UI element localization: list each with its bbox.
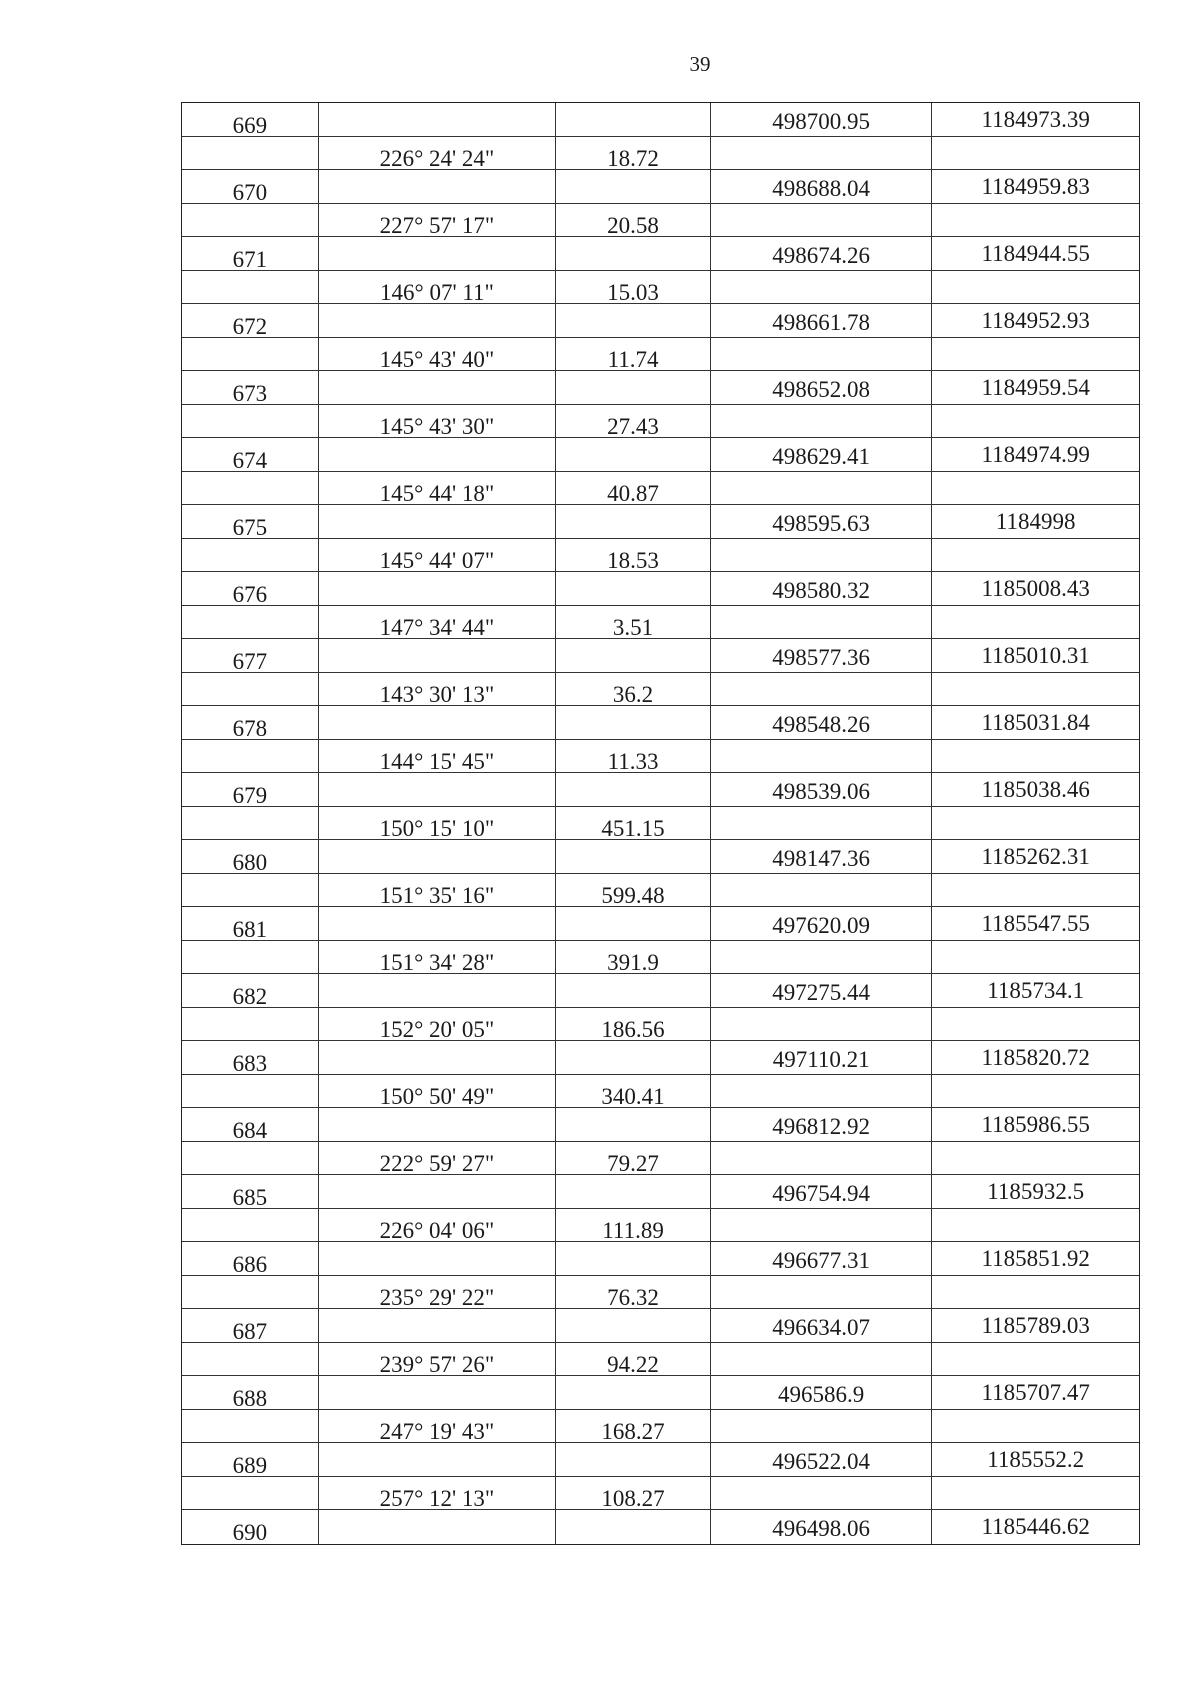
table-row — [182, 1041, 1139, 1075]
empty-cell — [932, 1477, 1139, 1510]
distance-cell: 94.22 — [556, 1343, 711, 1376]
empty-cell — [932, 1142, 1139, 1175]
empty-cell — [182, 472, 319, 505]
empty-cell — [932, 338, 1139, 371]
bearing-cell: 235° 29' 22" — [319, 1276, 557, 1309]
empty-cell — [182, 405, 319, 438]
north-coordinate-cell: 498595.63 — [711, 505, 933, 538]
table-row — [182, 1343, 1139, 1377]
distance-cell: 20.58 — [556, 204, 711, 237]
bearing-cell: 150° 50' 49" — [319, 1075, 557, 1108]
empty-cell — [319, 1175, 557, 1208]
empty-cell — [932, 673, 1139, 706]
empty-cell — [319, 1108, 557, 1141]
station-cell: 686 — [182, 1242, 319, 1275]
station-cell: 681 — [182, 907, 319, 940]
empty-cell — [711, 673, 933, 706]
empty-cell — [182, 606, 319, 639]
station-cell: 674 — [182, 438, 319, 471]
east-coordinate-cell: 1184973.39 — [981, 107, 1090, 132]
empty-cell — [319, 706, 557, 739]
table-row — [182, 137, 1139, 171]
empty-cell — [556, 1108, 711, 1141]
empty-cell — [182, 271, 319, 304]
table-row — [182, 1443, 1139, 1477]
empty-cell — [932, 740, 1139, 773]
table-row — [182, 1075, 1139, 1109]
bearing-cell: 145° 44' 18" — [319, 472, 557, 505]
table-row — [182, 773, 1139, 807]
empty-cell — [932, 539, 1139, 572]
empty-cell — [319, 840, 557, 873]
east-coordinate-cell: 1184959.83 — [981, 174, 1090, 199]
empty-cell — [182, 1008, 319, 1041]
empty-cell — [711, 405, 933, 438]
empty-cell — [556, 840, 711, 873]
distance-cell: 11.33 — [556, 740, 711, 773]
distance-cell: 451.15 — [556, 807, 711, 840]
empty-cell — [932, 271, 1139, 304]
empty-cell — [932, 1410, 1139, 1443]
empty-cell — [711, 1075, 933, 1108]
empty-cell — [319, 907, 557, 940]
empty-cell — [319, 1041, 557, 1074]
empty-cell — [711, 1276, 933, 1309]
north-coordinate-cell: 496812.92 — [711, 1108, 933, 1141]
table-row — [182, 1309, 1139, 1343]
table-row — [182, 371, 1139, 405]
empty-cell — [932, 1008, 1139, 1041]
distance-cell: 15.03 — [556, 271, 711, 304]
north-coordinate-cell: 496586.9 — [711, 1376, 933, 1409]
empty-cell — [319, 505, 557, 538]
empty-cell — [182, 1276, 319, 1309]
empty-cell — [319, 237, 557, 270]
east-coordinate-cell: 1185932.5 — [987, 1179, 1085, 1204]
east-coordinate-cell: 1185008.43 — [981, 576, 1090, 601]
north-coordinate-cell: 498580.32 — [711, 572, 933, 605]
empty-cell — [556, 639, 711, 672]
table-row — [182, 840, 1139, 874]
north-coordinate-cell: 496522.04 — [711, 1443, 933, 1476]
north-coordinate-cell: 496634.07 — [711, 1309, 933, 1342]
table-row — [182, 1242, 1139, 1276]
bearing-cell: 145° 44' 07" — [319, 539, 557, 572]
bearing-cell: 247° 19' 43" — [319, 1410, 557, 1443]
distance-cell: 79.27 — [556, 1142, 711, 1175]
station-cell: 682 — [182, 974, 319, 1007]
table-row — [182, 1175, 1139, 1209]
east-coordinate-cell: 1185038.46 — [981, 777, 1090, 802]
north-coordinate-cell: 498539.06 — [711, 773, 933, 806]
distance-cell: 186.56 — [556, 1008, 711, 1041]
east-coordinate-cell: 1185262.31 — [981, 844, 1090, 869]
table-row — [182, 673, 1139, 707]
distance-cell: 11.74 — [556, 338, 711, 371]
north-coordinate-cell: 498700.95 — [711, 103, 933, 136]
east-coordinate-cell: 1185031.84 — [981, 710, 1090, 735]
empty-cell — [932, 1276, 1139, 1309]
distance-cell: 599.48 — [556, 874, 711, 907]
empty-cell — [319, 974, 557, 1007]
north-coordinate-cell: 497110.21 — [711, 1041, 933, 1074]
empty-cell — [932, 1209, 1139, 1242]
north-coordinate-cell: 498674.26 — [711, 237, 933, 270]
empty-cell — [556, 237, 711, 270]
empty-cell — [556, 304, 711, 337]
empty-cell — [932, 204, 1139, 237]
empty-cell — [182, 1343, 319, 1376]
table-row — [182, 1276, 1139, 1310]
empty-cell — [556, 773, 711, 806]
empty-cell — [556, 505, 711, 538]
east-coordinate-cell: 1184959.54 — [981, 375, 1090, 400]
page-number: 39 — [689, 52, 711, 76]
table-row — [182, 706, 1139, 740]
empty-cell — [711, 204, 933, 237]
empty-cell — [556, 1175, 711, 1208]
table-row — [182, 472, 1139, 506]
station-cell: 679 — [182, 773, 319, 806]
north-coordinate-cell: 498548.26 — [711, 706, 933, 739]
east-coordinate-cell: 1184998 — [995, 509, 1076, 534]
empty-cell — [319, 103, 557, 136]
bearing-cell: 151° 34' 28" — [319, 941, 557, 974]
empty-cell — [711, 1142, 933, 1175]
empty-cell — [711, 137, 933, 170]
empty-cell — [556, 706, 711, 739]
table-row — [182, 1376, 1139, 1410]
empty-cell — [182, 204, 319, 237]
bearing-cell: 239° 57' 26" — [319, 1343, 557, 1376]
empty-cell — [932, 137, 1139, 170]
empty-cell — [556, 103, 711, 136]
table-row — [182, 572, 1139, 606]
east-coordinate-cell: 1185552.2 — [987, 1447, 1085, 1472]
empty-cell — [319, 639, 557, 672]
empty-cell — [182, 137, 319, 170]
table-row — [182, 539, 1139, 573]
empty-cell — [711, 1343, 933, 1376]
table-row — [182, 941, 1139, 975]
station-cell: 671 — [182, 237, 319, 270]
table-row — [182, 103, 1139, 137]
station-cell: 673 — [182, 371, 319, 404]
table-row — [182, 505, 1139, 539]
empty-cell — [319, 438, 557, 471]
north-coordinate-cell: 498688.04 — [711, 170, 933, 203]
empty-cell — [711, 1209, 933, 1242]
distance-cell: 18.53 — [556, 539, 711, 572]
east-coordinate-cell: 1185789.03 — [981, 1313, 1090, 1338]
empty-cell — [556, 371, 711, 404]
empty-cell — [556, 1309, 711, 1342]
bearing-cell: 144° 15' 45" — [319, 740, 557, 773]
table-row — [182, 1209, 1139, 1243]
empty-cell — [182, 1410, 319, 1443]
distance-cell: 340.41 — [556, 1075, 711, 1108]
empty-cell — [319, 170, 557, 203]
distance-cell: 391.9 — [556, 941, 711, 974]
east-coordinate-cell: 1184944.55 — [981, 241, 1090, 266]
empty-cell — [319, 1242, 557, 1275]
empty-cell — [711, 1410, 933, 1443]
empty-cell — [711, 807, 933, 840]
table-row — [182, 1510, 1139, 1544]
table-row — [182, 807, 1139, 841]
empty-cell — [556, 974, 711, 1007]
east-coordinate-cell: 1185986.55 — [981, 1112, 1090, 1137]
table-row — [182, 606, 1139, 640]
bearing-cell: 147° 34' 44" — [319, 606, 557, 639]
empty-cell — [556, 572, 711, 605]
bearing-cell: 222° 59' 27" — [319, 1142, 557, 1175]
north-coordinate-cell: 496498.06 — [711, 1510, 933, 1544]
bearing-cell: 151° 35' 16" — [319, 874, 557, 907]
table-row — [182, 1142, 1139, 1176]
empty-cell — [556, 1443, 711, 1476]
table-row — [182, 405, 1139, 439]
east-coordinate-cell: 1184952.93 — [981, 308, 1090, 333]
empty-cell — [182, 807, 319, 840]
empty-cell — [932, 941, 1139, 974]
east-coordinate-cell: 1185707.47 — [981, 1380, 1090, 1405]
station-cell: 675 — [182, 505, 319, 538]
bearing-cell: 257° 12' 13" — [319, 1477, 557, 1510]
north-coordinate-cell: 498629.41 — [711, 438, 933, 471]
table-row — [182, 304, 1139, 338]
bearing-cell: 152° 20' 05" — [319, 1008, 557, 1041]
table-row — [182, 1008, 1139, 1042]
station-cell: 680 — [182, 840, 319, 873]
empty-cell — [556, 907, 711, 940]
table-row — [182, 639, 1139, 673]
station-cell: 677 — [182, 639, 319, 672]
empty-cell — [556, 1510, 711, 1544]
empty-cell — [932, 606, 1139, 639]
distance-cell: 3.51 — [556, 606, 711, 639]
empty-cell — [182, 1209, 319, 1242]
station-cell: 684 — [182, 1108, 319, 1141]
bearing-cell: 146° 07' 11" — [319, 271, 557, 304]
north-coordinate-cell: 496677.31 — [711, 1242, 933, 1275]
distance-cell: 111.89 — [556, 1209, 711, 1242]
table-row — [182, 204, 1139, 238]
empty-cell — [319, 1510, 557, 1544]
empty-cell — [319, 572, 557, 605]
empty-cell — [319, 1376, 557, 1409]
table-row — [182, 1410, 1139, 1444]
station-cell: 687 — [182, 1309, 319, 1342]
north-coordinate-cell: 497620.09 — [711, 907, 933, 940]
distance-cell: 18.72 — [556, 137, 711, 170]
empty-cell — [182, 1477, 319, 1510]
empty-cell — [319, 1443, 557, 1476]
station-cell: 690 — [182, 1510, 319, 1544]
table-row — [182, 271, 1139, 305]
north-coordinate-cell: 498577.36 — [711, 639, 933, 672]
distance-cell: 108.27 — [556, 1477, 711, 1510]
table-row — [182, 740, 1139, 774]
empty-cell — [932, 807, 1139, 840]
bearing-cell: 150° 15' 10" — [319, 807, 557, 840]
east-coordinate-cell: 1185446.62 — [981, 1514, 1090, 1539]
east-coordinate-cell: 1185547.55 — [981, 911, 1090, 936]
empty-cell — [711, 606, 933, 639]
survey-table — [181, 102, 1140, 1545]
table-row — [182, 170, 1139, 204]
station-cell: 672 — [182, 304, 319, 337]
empty-cell — [711, 472, 933, 505]
table-row — [182, 237, 1139, 271]
empty-cell — [556, 1041, 711, 1074]
east-coordinate-cell: 1184974.99 — [981, 442, 1090, 467]
station-cell: 676 — [182, 572, 319, 605]
empty-cell — [182, 1075, 319, 1108]
station-cell: 685 — [182, 1175, 319, 1208]
station-cell: 689 — [182, 1443, 319, 1476]
bearing-cell: 226° 24' 24" — [319, 137, 557, 170]
table-row — [182, 1477, 1139, 1511]
table-row — [182, 438, 1139, 472]
table-row — [182, 907, 1139, 941]
station-cell: 683 — [182, 1041, 319, 1074]
east-coordinate-cell: 1185734.1 — [987, 978, 1085, 1003]
empty-cell — [711, 338, 933, 371]
east-coordinate-cell: 1185010.31 — [981, 643, 1090, 668]
table-row — [182, 974, 1139, 1008]
empty-cell — [182, 740, 319, 773]
empty-cell — [711, 271, 933, 304]
empty-cell — [182, 941, 319, 974]
north-coordinate-cell: 497275.44 — [711, 974, 933, 1007]
empty-cell — [711, 740, 933, 773]
empty-cell — [182, 338, 319, 371]
empty-cell — [711, 874, 933, 907]
table-row — [182, 338, 1139, 372]
empty-cell — [319, 371, 557, 404]
bearing-cell: 143° 30' 13" — [319, 673, 557, 706]
empty-cell — [556, 1376, 711, 1409]
station-cell: 669 — [182, 103, 319, 136]
empty-cell — [556, 438, 711, 471]
empty-cell — [182, 673, 319, 706]
empty-cell — [319, 773, 557, 806]
distance-cell: 76.32 — [556, 1276, 711, 1309]
empty-cell — [319, 1309, 557, 1342]
bearing-cell: 226° 04' 06" — [319, 1209, 557, 1242]
distance-cell: 36.2 — [556, 673, 711, 706]
table-row — [182, 874, 1139, 908]
north-coordinate-cell: 498661.78 — [711, 304, 933, 337]
north-coordinate-cell: 498147.36 — [711, 840, 933, 873]
distance-cell: 27.43 — [556, 405, 711, 438]
empty-cell — [932, 1075, 1139, 1108]
empty-cell — [556, 170, 711, 203]
empty-cell — [711, 1008, 933, 1041]
empty-cell — [932, 874, 1139, 907]
empty-cell — [932, 472, 1139, 505]
east-coordinate-cell: 1185851.92 — [981, 1246, 1090, 1271]
station-cell: 688 — [182, 1376, 319, 1409]
empty-cell — [711, 1477, 933, 1510]
empty-cell — [182, 1142, 319, 1175]
bearing-cell: 145° 43' 30" — [319, 405, 557, 438]
east-coordinate-cell: 1185820.72 — [981, 1045, 1090, 1070]
distance-cell: 168.27 — [556, 1410, 711, 1443]
north-coordinate-cell: 498652.08 — [711, 371, 933, 404]
bearing-cell: 145° 43' 40" — [319, 338, 557, 371]
table-row — [182, 1108, 1139, 1142]
empty-cell — [932, 1343, 1139, 1376]
empty-cell — [182, 874, 319, 907]
empty-cell — [319, 304, 557, 337]
empty-cell — [711, 539, 933, 572]
empty-cell — [932, 405, 1139, 438]
north-coordinate-cell: 496754.94 — [711, 1175, 933, 1208]
empty-cell — [182, 539, 319, 572]
station-cell: 670 — [182, 170, 319, 203]
empty-cell — [711, 941, 933, 974]
empty-cell — [556, 1242, 711, 1275]
bearing-cell: 227° 57' 17" — [319, 204, 557, 237]
station-cell: 678 — [182, 706, 319, 739]
distance-cell: 40.87 — [556, 472, 711, 505]
